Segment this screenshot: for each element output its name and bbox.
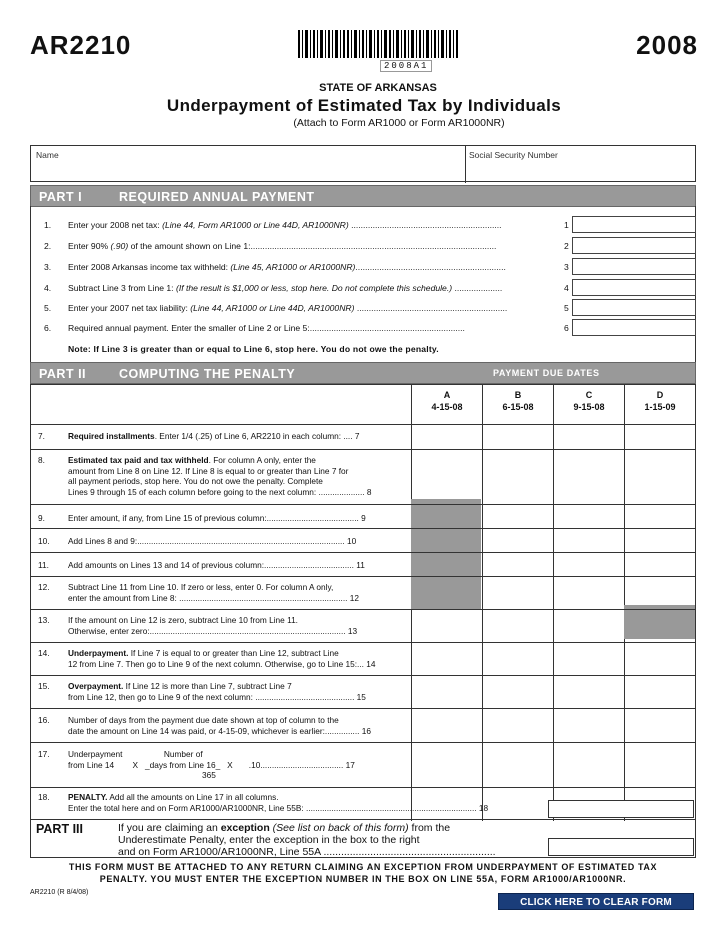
column-c-header: C 9-15-08 (573, 390, 605, 412)
line-text: Enter your 2008 net tax: (Line 44, Form AR1000 or Line 44D, AR1000NR) ............................................................... (68, 220, 502, 230)
line-4-input[interactable] (572, 279, 696, 296)
line-5-input[interactable] (572, 299, 696, 316)
line-text: Enter your 2007 net tax liability: (Line 44, AR1000 or Line 44D, AR1000NR) ............................................................... (68, 303, 508, 313)
line-3-input[interactable] (572, 258, 696, 275)
form-title: Underpayment of Estimated Tax by Individuals (166, 96, 562, 115)
ssn-label: Social Security Number (469, 150, 558, 160)
line-text: Enter 90% (.90) of the amount shown on Line 1:....................................................................................................... (68, 241, 497, 251)
part3-label: PART III (36, 822, 83, 836)
part1-title: REQUIRED ANNUAL PAYMENT (119, 190, 315, 204)
line-ref: 1 (564, 220, 569, 230)
line-text: Required annual payment. Enter the smaller of Line 2 or Line 5:................................................................. (68, 323, 465, 333)
line-text: Subtract Line 3 from Line 1: (If the result is $1,000 or less, stop here. Do not complete this schedule.) .................... (68, 283, 503, 293)
line-number: 6. (44, 323, 52, 333)
name-label: Name (36, 150, 59, 160)
form-code: AR2210 (30, 30, 132, 60)
line-ref: 2 (564, 241, 569, 251)
part2-line-12: 12. Subtract Line 11 from Line 10. If zero or less, enter 0. For column A only, enter the amount from Line 8: ......................................................................... 12 (30, 576, 696, 609)
revision-code: AR2210 (R 8/4/08) (30, 889, 89, 896)
line-ref: 3 (564, 262, 569, 272)
ssn-field[interactable] (466, 160, 696, 182)
part1-header (30, 185, 696, 207)
line-6-input[interactable] (572, 319, 696, 336)
attach-instruction: (Attach to Form AR1000 or Form AR1000NR) (293, 117, 505, 129)
part2-line-7: 7. Required installments. Enter 1/4 (.25) of Line 6, AR2210 in each column: .... 7 (30, 424, 696, 449)
line-number: 4. (44, 283, 52, 293)
part2-line-11: 11. Add amounts on Lines 13 and 14 of previous column:....................................... 11 (30, 552, 696, 576)
state-heading: STATE OF ARKANSAS (319, 82, 437, 94)
line-number: 3. (44, 262, 52, 272)
part2-line-9: 9. Enter amount, if any, from Line 15 of previous column:........................................ 9 (30, 504, 696, 532)
line-ref: 4 (564, 283, 569, 293)
line-ref: 6 (564, 323, 569, 333)
part3-text: If you are claiming an exception (See list on back of this form) from the Underestimate Penalty, enter the exception in the box to the right and on Form AR1000/AR1000NR, Line 55A ........................................................... (118, 822, 496, 858)
part1-label: PART I (39, 190, 83, 204)
attachment-warning: THIS FORM MUST BE ATTACHED TO ANY RETURN CLAIMING AN EXCEPTION FROM UNDERPAYMENT OF ESTIMATED TAX PENALTY. YOU MUST ENTER THE EXCEPTION NUMBER IN THE BOX ON LINE 55A, FORM AR1000/AR1000NR. (68, 862, 658, 884)
part2-line-18: 18. PENALTY. Add all the amounts on Line 17 in all columns. Enter the total here and on Form AR1000/AR1000NR, Line 55B: .......................................................................... 18 (30, 787, 696, 820)
barcode-number: 2008A1 (380, 60, 432, 72)
line-number: 2. (44, 241, 52, 251)
part2-line-10: 10. Add Lines 8 and 9:.......................................................................................... 10 (30, 528, 696, 552)
line-1-input[interactable] (572, 216, 696, 233)
part1-note: Note: If Line 3 is greater than or equal to Line 6, stop here. You do not owe the penalty. (68, 344, 439, 354)
line-text: Enter 2008 Arkansas income tax withheld: (Line 45, AR1000 or AR1000NR)............................................................... (68, 262, 506, 272)
line-18-input[interactable] (548, 800, 694, 818)
payment-due-heading: PAYMENT DUE DATES (493, 368, 600, 378)
column-b-header: B 6-15-08 (502, 390, 534, 412)
line-ref: 5 (564, 303, 569, 313)
part2-line-14: 14. Underpayment. If Line 7 is equal to or greater than Line 12, subtract Line 12 from Line 7. Then go to Line 9 of the next column. Otherwise, go to Line 15:... 14 (30, 642, 696, 675)
name-field[interactable] (31, 160, 465, 182)
part2-header (30, 362, 696, 384)
part2-line-13: 13. If the amount on Line 12 is zero, subtract Line 10 from Line 11. Otherwise, enter zero:..................................................................................... 13 (30, 609, 696, 642)
part2-line-16: 16. Number of days from the payment due date shown at top of column to the date the amount on Line 14 was paid, or 4-15-09, whichever is earlier:............... 16 (30, 708, 696, 742)
part2-line-17: 17. Underpayment Number of from Line 14 X _days from Line 16_ X .10.................................... 17 365 (30, 742, 696, 787)
column-d-header: D 1-15-09 (644, 390, 676, 412)
column-a-header: A 4-15-08 (431, 390, 463, 412)
line-number: 1. (44, 220, 52, 230)
part2-line-15: 15. Overpayment. If Line 12 is more than Line 7, subtract Line 7 from Line 12, then go to Line 9 of the next column: ........................................... 15 (30, 675, 696, 708)
part2-line-8: 8. Estimated tax paid and tax withheld. For column A only, enter the amount from Line 8 on Line 12. If Line 8 is equal to or greater than Line 7 for all payment periods, stop here. You do not owe the penalty. Complete Lines 9 through 15 of each column before going to the next column: .................... 8 (30, 449, 696, 499)
part2-title: COMPUTING THE PENALTY (119, 367, 296, 381)
identity-box (30, 145, 696, 182)
clear-form-button[interactable]: CLICK HERE TO CLEAR FORM (498, 893, 694, 910)
form-year: 2008 (636, 30, 698, 60)
line-2-input[interactable] (572, 237, 696, 254)
exception-input[interactable] (548, 838, 694, 856)
part2-label: PART II (39, 367, 87, 381)
line-number: 5. (44, 303, 52, 313)
barcode-icon (298, 30, 458, 64)
